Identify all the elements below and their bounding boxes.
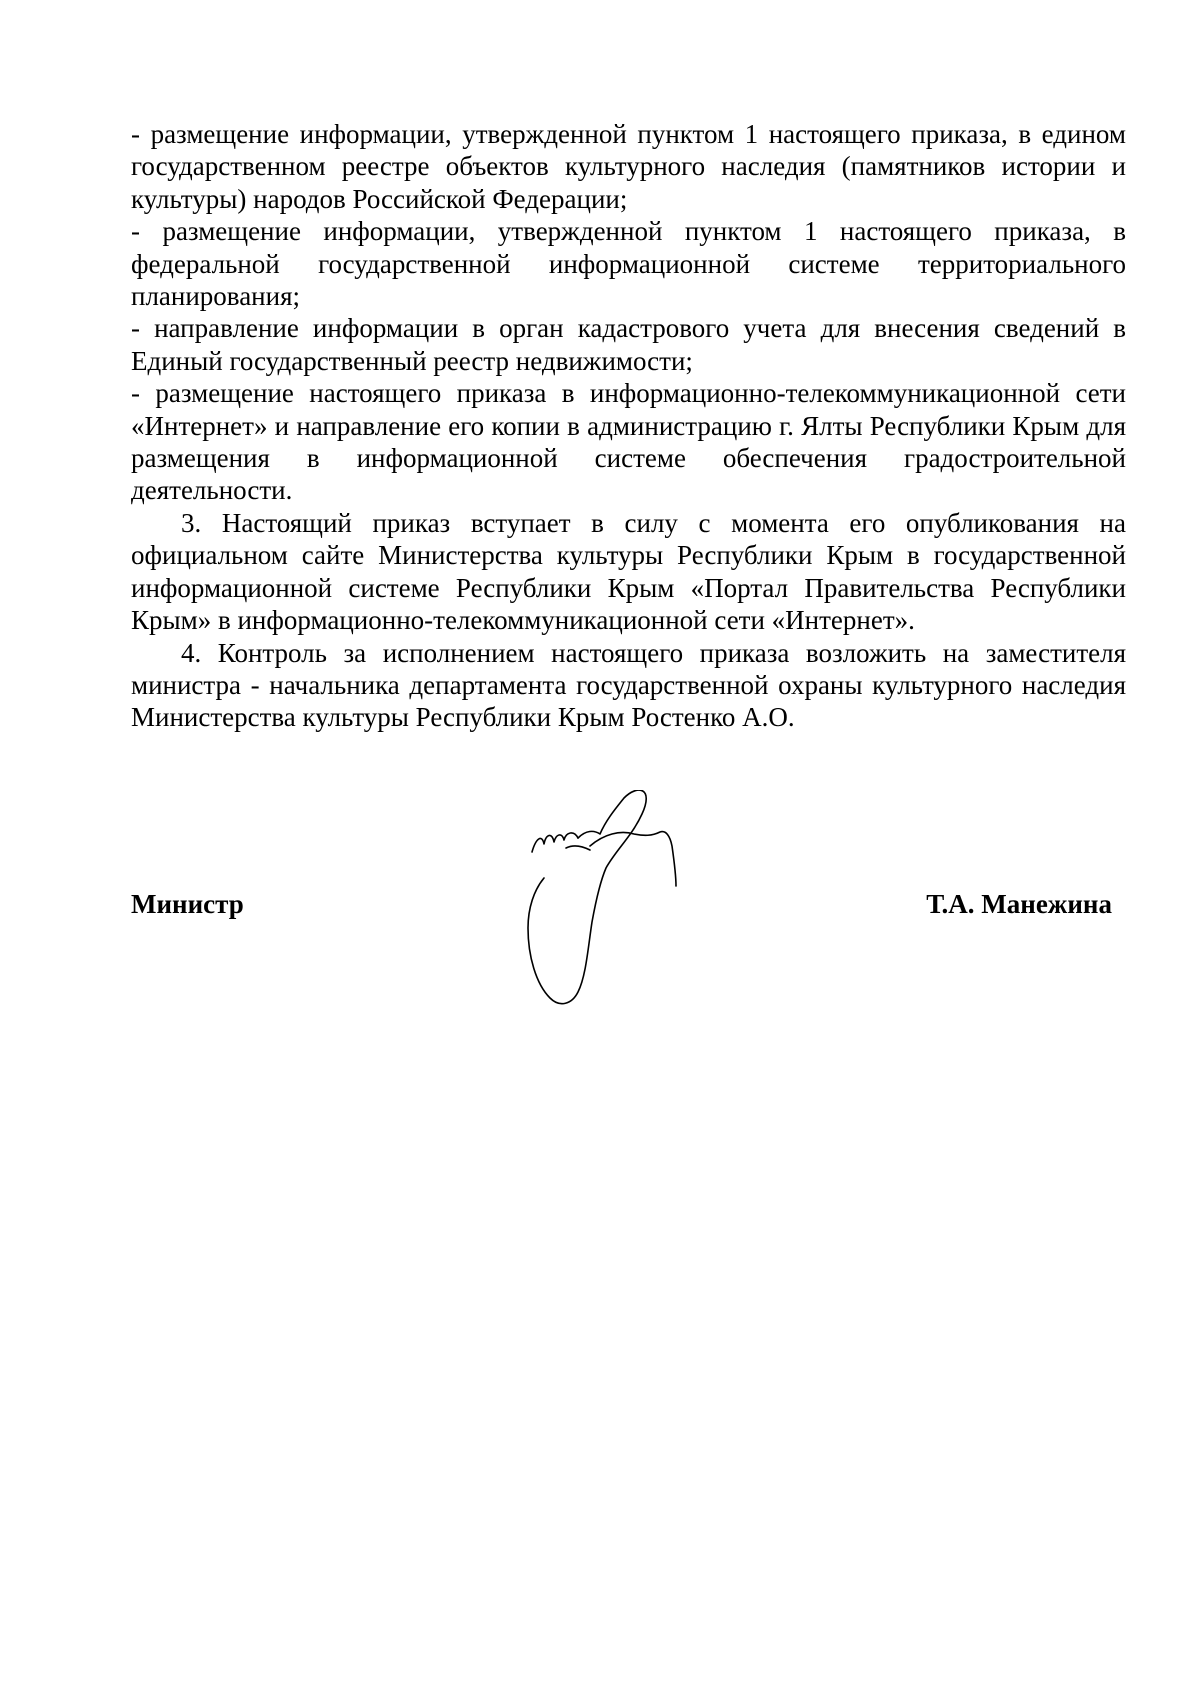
- paragraph-internet-placement: - размещение настоящего приказа в информационно-телекоммуникационной сети «Интернет» и направление его копии в администрацию г. Ялты Республики Крым для размещения в информационной системе обеспечения градостроительной деятельности.: [131, 378, 1126, 506]
- signer-name: Т.А. Манежина: [926, 889, 1112, 919]
- document-body: [131, 118, 1126, 734]
- signer-position: Министр: [131, 889, 244, 919]
- paragraph-cadastral-direction: - направление информации в орган кадастрового учета для внесения сведений в Единый государственный реестр недвижимости;: [131, 313, 1126, 376]
- paragraph-fgis-tp-placement: - размещение информации, утвержденной пунктом 1 настоящего приказа, в федеральной государственной информационной системе территориального планирования;: [131, 216, 1126, 312]
- handwritten-signature-icon: [520, 790, 720, 1040]
- paragraph-item-4-control: 4. Контроль за исполнением настоящего приказа возложить на заместителя министра - начальника департамента государственной охраны культурного наследия Министерства культуры Республики Крым Ростенко А.О.: [131, 637, 1126, 733]
- paragraph-item-3-effective: 3. Настоящий приказ вступает в силу с момента его опубликования на официальном сайте Министерства культуры Республики Крым в государственной информационной системе Республики Крым «Портал Правительства Республики Крым» в информационно-телекоммуникационной сети «Интернет».: [131, 507, 1126, 636]
- paragraph-egrokn-placement: - размещение информации, утвержденной пунктом 1 настоящего приказа, в едином государственном реестре объектов культурного наследия (памятников истории и культуры) народов Российской Федерации;: [131, 119, 1126, 214]
